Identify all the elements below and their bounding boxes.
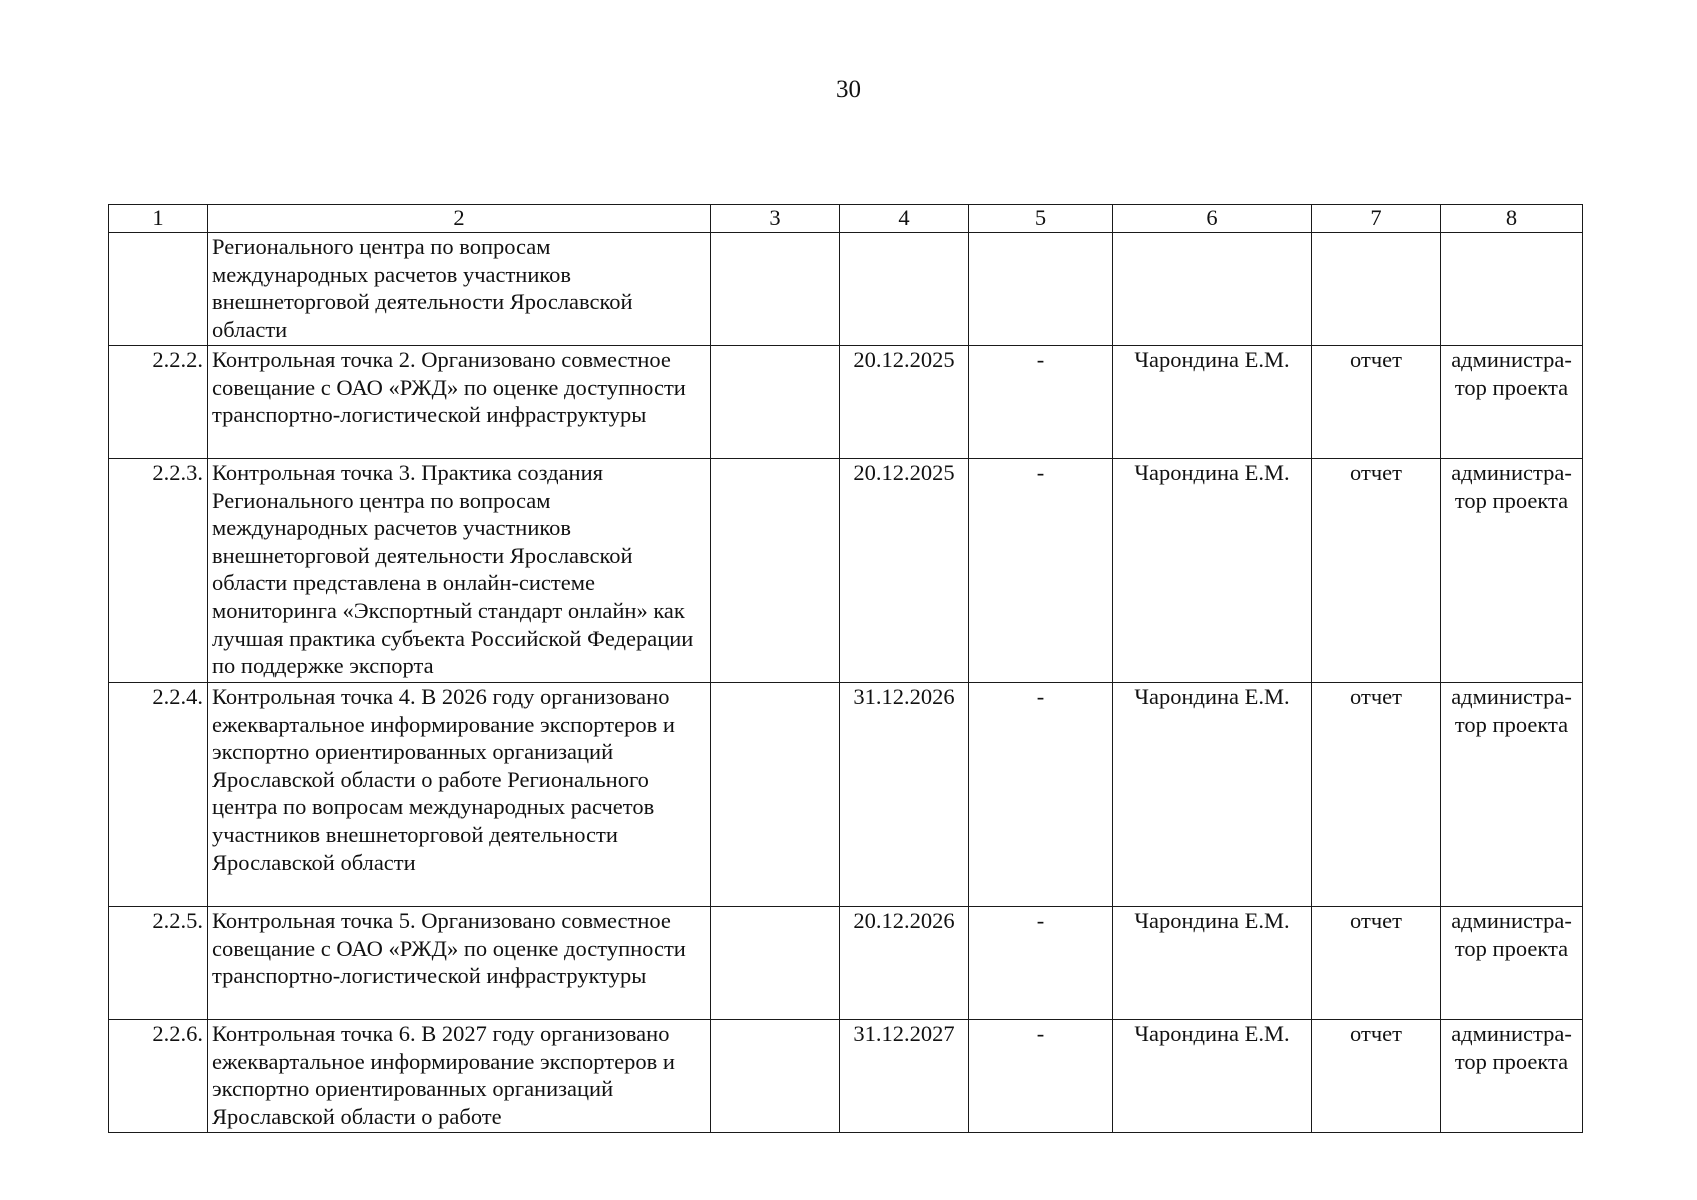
control-points-table [108,204,1583,1133]
row-col5: - [969,907,1113,1020]
table-row [109,907,1583,1020]
row-responsible: администра-тор проекта [1441,1020,1583,1133]
column-header: 7 [1312,205,1441,233]
row-col3 [711,1020,840,1133]
column-header: 1 [109,205,208,233]
row-document [1312,233,1441,346]
row-person: Чарондина Е.М. [1113,459,1312,683]
row-description: Контрольная точка 5. Организовано совместное совещание с ОАО «РЖД» по оценке доступности транспортно-логистической инфраструктуры [208,907,711,1020]
row-number: 2.2.5. [109,907,208,1020]
row-date: 20.12.2025 [840,346,969,459]
table-row [109,233,1583,346]
row-responsible [1441,233,1583,346]
row-number: 2.2.6. [109,1020,208,1133]
row-description: Контрольная точка 6. В 2027 году организовано ежеквартальное информирование экспортеров и экспортно ориентированных организаций Ярославской области о работе [208,1020,711,1133]
row-number: 2.2.4. [109,683,208,907]
table-row [109,459,1583,683]
row-number: 2.2.3. [109,459,208,683]
row-col3 [711,907,840,1020]
column-header: 6 [1113,205,1312,233]
page-number: 30 [836,76,861,103]
column-header: 4 [840,205,969,233]
row-col3 [711,683,840,907]
column-header: 2 [208,205,711,233]
row-col5 [969,233,1113,346]
row-col3 [711,233,840,346]
row-person: Чарондина Е.М. [1113,346,1312,459]
row-document: отчет [1312,907,1441,1020]
row-person: Чарондина Е.М. [1113,1020,1312,1133]
row-col5: - [969,683,1113,907]
row-date: 31.12.2026 [840,683,969,907]
header-row [109,205,1583,233]
row-document: отчет [1312,459,1441,683]
table-row [109,683,1583,907]
row-description: Контрольная точка 3. Практика создания Регионального центра по вопросам международных расчетов участников внешнеторговой деятельности Ярославской области представлена в онлайн-системе мониторинга «Экспортный стандарт онлайн» как лучшая практика субъекта Российской Федерации по поддержке экспорта [208,459,711,683]
row-responsible: администра-тор проекта [1441,346,1583,459]
row-responsible: администра-тор проекта [1441,683,1583,907]
row-date [840,233,969,346]
row-col5: - [969,346,1113,459]
row-document: отчет [1312,346,1441,459]
row-responsible: администра-тор проекта [1441,907,1583,1020]
row-col5: - [969,459,1113,683]
row-number: 2.2.2. [109,346,208,459]
row-description: Регионального центра по вопросам международных расчетов участников внешнеторговой деятельности Ярославской области [208,233,711,346]
row-person: Чарондина Е.М. [1113,907,1312,1020]
row-responsible: администра-тор проекта [1441,459,1583,683]
row-number [109,233,208,346]
row-document: отчет [1312,1020,1441,1133]
table-row [109,1020,1583,1133]
row-date: 20.12.2025 [840,459,969,683]
row-description: Контрольная точка 2. Организовано совместное совещание с ОАО «РЖД» по оценке доступности транспортно-логистической инфраструктуры [208,346,711,459]
row-person [1113,233,1312,346]
row-col5: - [969,1020,1113,1133]
row-document: отчет [1312,683,1441,907]
table-row [109,346,1583,459]
column-header: 8 [1441,205,1583,233]
column-header: 3 [711,205,840,233]
row-person: Чарондина Е.М. [1113,683,1312,907]
row-col3 [711,346,840,459]
row-date: 20.12.2026 [840,907,969,1020]
row-date: 31.12.2027 [840,1020,969,1133]
row-col3 [711,459,840,683]
row-description: Контрольная точка 4. В 2026 году организовано ежеквартальное информирование экспортеров и экспортно ориентированных организаций Ярославской области о работе Регионального центра по вопросам международных расчетов участников внешнеторговой деятельности Ярославской области [208,683,711,907]
column-header: 5 [969,205,1113,233]
